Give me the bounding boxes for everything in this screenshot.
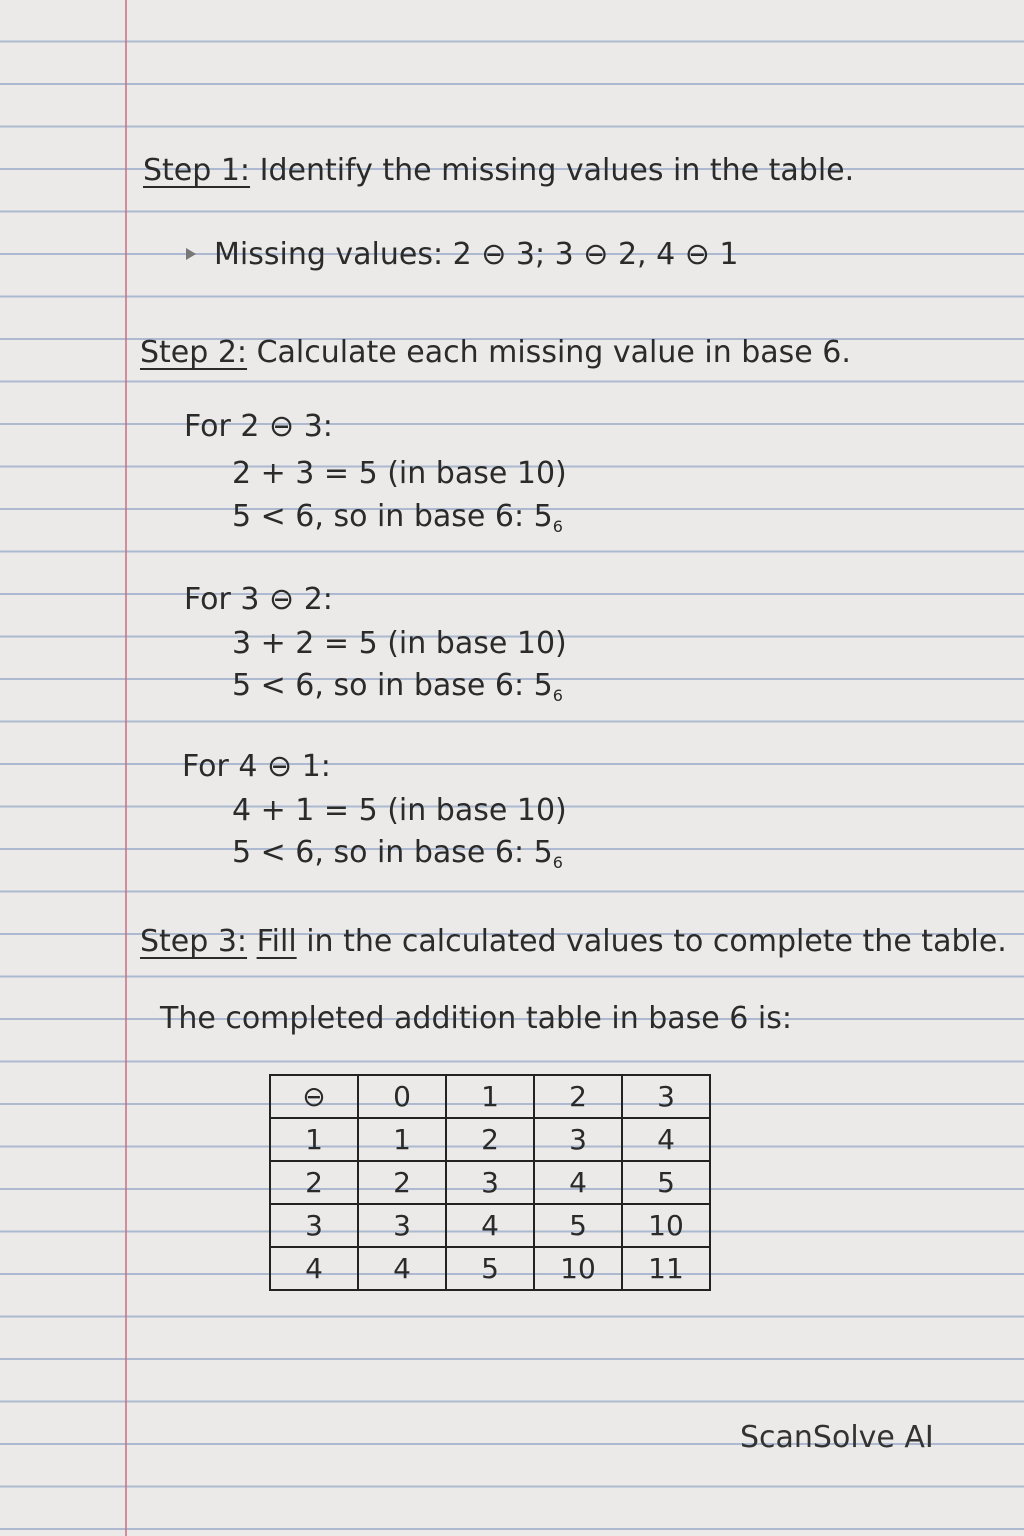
- table-cell: 2: [270, 1161, 358, 1204]
- table-cell: 4: [270, 1247, 358, 1290]
- step3-heading: [140, 924, 1007, 959]
- table-cell: 4: [534, 1161, 622, 1204]
- case-line1: 2 + 3 = 5 (in base 10): [232, 456, 567, 491]
- table-header-cell: 2: [534, 1075, 622, 1118]
- step2-label: Step 2:: [140, 335, 248, 370]
- table-cell: 1: [270, 1118, 358, 1161]
- table-cell: 2: [446, 1118, 534, 1161]
- table-cell: 4: [358, 1247, 446, 1290]
- table-row: [270, 1118, 710, 1161]
- case-line2-text: 5 < 6, so in base 6: 5: [232, 668, 553, 703]
- table-row: [270, 1161, 710, 1204]
- step2-text: Calculate each missing value in base 6.: [256, 335, 851, 370]
- table-cell: 11: [622, 1247, 710, 1290]
- table-cell: 3: [446, 1161, 534, 1204]
- case-line2: [232, 668, 563, 705]
- table-intro: The completed addition table in base 6 is:: [160, 1001, 792, 1036]
- missing-label: Missing values:: [214, 237, 444, 272]
- table-cell: 3: [270, 1204, 358, 1247]
- case-line2: [232, 835, 563, 872]
- table-cell: 3: [534, 1118, 622, 1161]
- table-cell: 3: [358, 1204, 446, 1247]
- step3-text: in the calculated values to complete the table.: [306, 924, 1007, 959]
- bullet-icon: [186, 248, 196, 260]
- table-cell: 5: [446, 1247, 534, 1290]
- table-header-cell: 0: [358, 1075, 446, 1118]
- case-line2: [232, 499, 563, 536]
- table-cell: 5: [534, 1204, 622, 1247]
- table-cell: 1: [358, 1118, 446, 1161]
- step1-heading: [143, 153, 855, 188]
- table-row: [270, 1247, 710, 1290]
- case-line1: 4 + 1 = 5 (in base 10): [232, 793, 567, 828]
- step2-heading: [140, 335, 851, 370]
- step3-fill: Fill: [256, 924, 297, 959]
- case-line2-text: 5 < 6, so in base 6: 5: [232, 499, 553, 534]
- case-header: For 2 ⊖ 3:: [184, 409, 333, 444]
- table-cell: 4: [622, 1118, 710, 1161]
- step1-label: Step 1:: [143, 153, 251, 188]
- base-subscript: 6: [552, 853, 563, 872]
- table-header-cell: ⊖: [270, 1075, 358, 1118]
- case-line1: 3 + 2 = 5 (in base 10): [232, 626, 567, 661]
- base-subscript: 6: [552, 517, 563, 536]
- table-cell: 2: [358, 1161, 446, 1204]
- table-cell: 10: [534, 1247, 622, 1290]
- missing-values-line: [214, 237, 739, 272]
- table-header-cell: 3: [622, 1075, 710, 1118]
- case-header: For 4 ⊖ 1:: [182, 749, 331, 784]
- addition-table: [269, 1074, 711, 1291]
- missing-values: 2 ⊖ 3; 3 ⊖ 2, 4 ⊖ 1: [452, 237, 739, 272]
- case-header: For 3 ⊖ 2:: [184, 582, 333, 617]
- table-row: [270, 1204, 710, 1247]
- table-cell: 5: [622, 1161, 710, 1204]
- brand-watermark: ScanSolve AI: [740, 1420, 934, 1455]
- base-subscript: 6: [552, 686, 563, 705]
- case-line2-text: 5 < 6, so in base 6: 5: [232, 835, 553, 870]
- step3-label: Step 3:: [140, 924, 248, 959]
- table-header-row: [270, 1075, 710, 1118]
- table-cell: 4: [446, 1204, 534, 1247]
- margin-line: [125, 0, 127, 1536]
- table-header-cell: 1: [446, 1075, 534, 1118]
- table-cell: 10: [622, 1204, 710, 1247]
- step1-text: Identify the missing values in the table.: [259, 153, 855, 188]
